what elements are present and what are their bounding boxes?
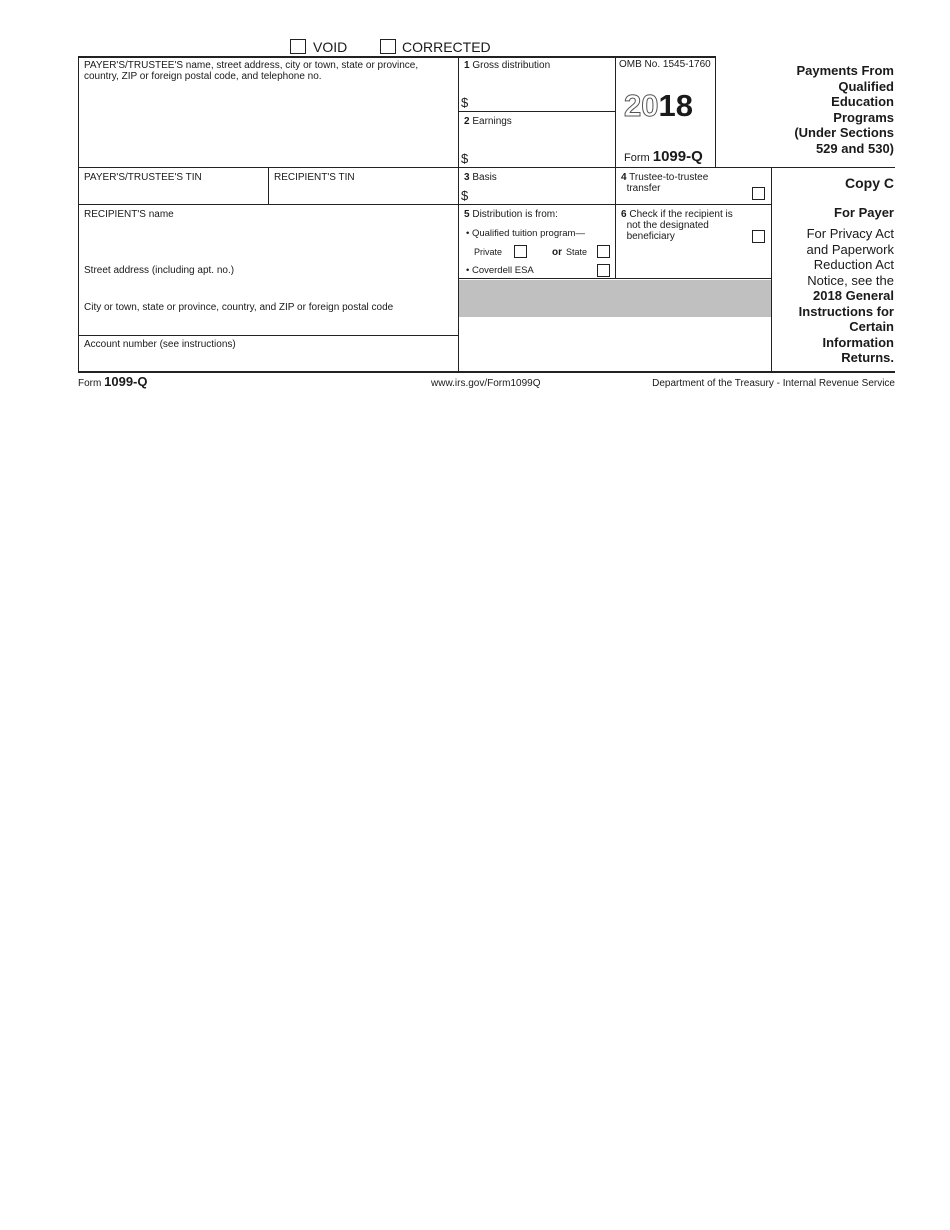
payer-name-field[interactable] bbox=[80, 86, 456, 164]
box5-state-label: State bbox=[566, 247, 588, 257]
box5-or-label: or bbox=[552, 247, 562, 258]
box5-qtp-label: • Qualified tuition program— bbox=[466, 228, 585, 239]
copy-label: Copy C bbox=[845, 175, 894, 191]
box3-dollar: $ bbox=[461, 188, 469, 203]
box4-label: 4 Trustee-to-trustee transfer bbox=[621, 172, 709, 194]
box5-state-checkbox[interactable] bbox=[597, 245, 610, 258]
footer-form-name: Form 1099-Q bbox=[78, 374, 148, 389]
recipient-name-input[interactable] bbox=[80, 222, 456, 260]
recipient-tin-input[interactable] bbox=[270, 185, 456, 203]
for-payer-label: For Payer bbox=[834, 205, 894, 220]
form-title: Payments From Qualified Education Programs (Under Sections 529 and 530) bbox=[794, 63, 894, 156]
box2-earnings-input[interactable] bbox=[472, 148, 612, 166]
box1-label: 1 Gross distribution bbox=[464, 60, 551, 71]
box5-private-label: Private bbox=[474, 247, 503, 257]
corrected-checkbox[interactable] bbox=[380, 39, 396, 54]
footer-department: Department of the Treasury - Internal Revenue Service bbox=[652, 378, 895, 389]
box1-gross-distribution-input[interactable] bbox=[472, 92, 612, 110]
recipient-name-label: RECIPIENT'S name bbox=[84, 209, 174, 220]
recipient-tin-label: RECIPIENT'S TIN bbox=[274, 172, 355, 183]
box5-coverdell-label: • Coverdell ESA bbox=[466, 265, 534, 276]
box3-basis-input[interactable] bbox=[472, 186, 612, 203]
box2-dollar: $ bbox=[461, 151, 469, 166]
box3-label: 3 Basis bbox=[464, 172, 497, 183]
street-address-label: Street address (including apt. no.) bbox=[84, 265, 235, 276]
box6-not-designated-beneficiary-checkbox[interactable] bbox=[752, 230, 765, 243]
account-number-input[interactable] bbox=[80, 352, 456, 369]
void-checkbox[interactable] bbox=[290, 39, 306, 54]
box4-trustee-transfer-checkbox[interactable] bbox=[752, 187, 765, 200]
payer-tin-input[interactable] bbox=[80, 185, 266, 203]
account-number-label: Account number (see instructions) bbox=[84, 339, 236, 350]
box2-label: 2 Earnings bbox=[464, 116, 512, 127]
box5-coverdell-checkbox[interactable] bbox=[597, 264, 610, 277]
box6-label: 6 Check if the recipient is not the designated beneficiary bbox=[621, 209, 733, 242]
payer-tin-label: PAYER'S/TRUSTEE'S TIN bbox=[84, 172, 202, 183]
form-name-header: Form 1099-Q bbox=[624, 148, 703, 165]
footer-url: www.irs.gov/Form1099Q bbox=[431, 378, 541, 389]
privacy-notice: For Privacy Act and Paperwork Reduction Act Notice, see the 2018 General Instructions for Certain Information Returns. bbox=[798, 226, 894, 365]
box5-label: 5 Distribution is from: bbox=[464, 209, 558, 220]
box1-dollar: $ bbox=[461, 95, 469, 110]
city-label: City or town, state or province, country, and ZIP or foreign postal code bbox=[84, 302, 394, 313]
payer-name-label: PAYER'S/TRUSTEE'S name, street address, city or town, state or province, country, ZIP or foreign postal code, and telephone no. bbox=[84, 60, 419, 82]
tax-year: 2018 bbox=[624, 88, 693, 123]
void-label: VOID bbox=[313, 39, 348, 55]
omb-number: OMB No. 1545-1760 bbox=[619, 59, 711, 70]
box5-private-checkbox[interactable] bbox=[514, 245, 527, 258]
corrected-label: CORRECTED bbox=[402, 39, 491, 55]
shaded-area bbox=[459, 280, 771, 317]
city-input[interactable] bbox=[80, 315, 456, 333]
street-address-input[interactable] bbox=[80, 278, 456, 298]
